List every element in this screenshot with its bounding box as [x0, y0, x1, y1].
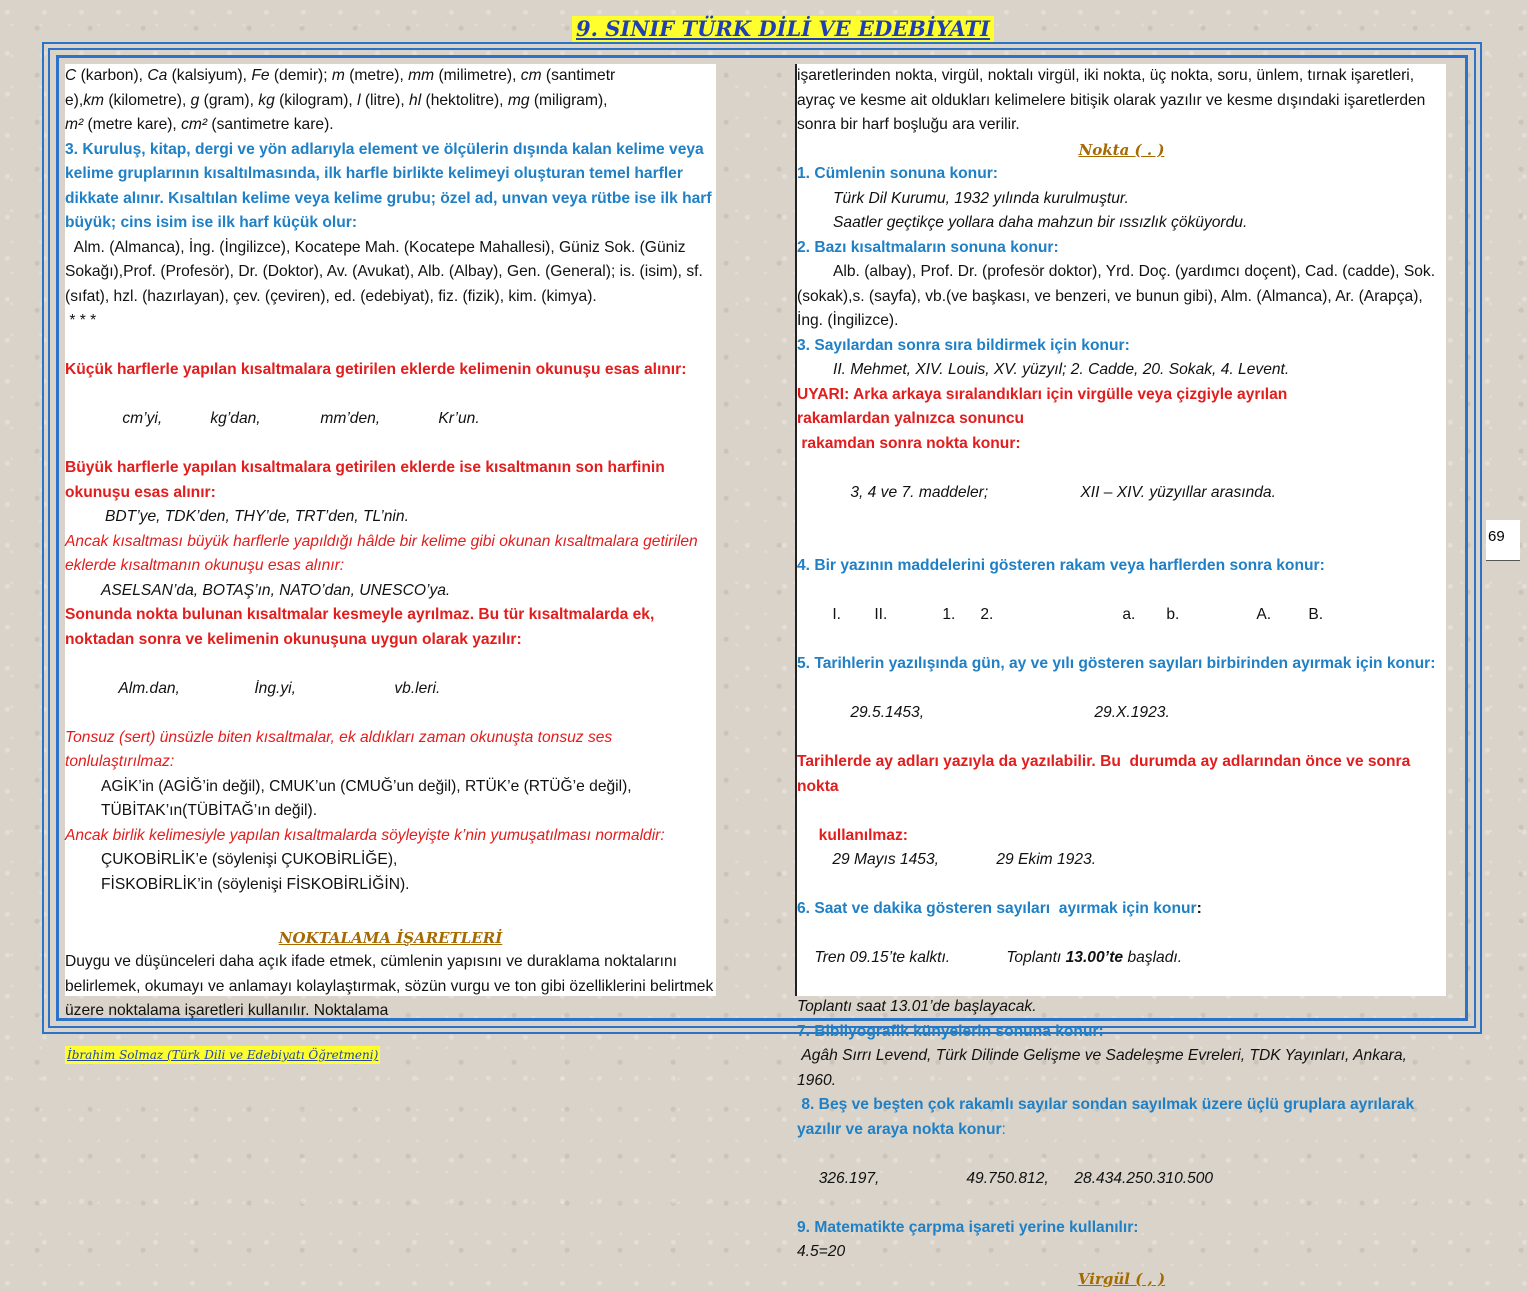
spacer	[797, 530, 1446, 555]
rule-3-examples: Alm. (Almanca), İng. (İngilizce), Kocatepe Mah. (Kocatepe Mahallesi), Güniz Sok. (Güniz Sokağı),Prof. (Profesör), Dr. (Doktor), Av. (Avukat), Alb. (Albay), Gen. (General); is. (isim), sf. (sıfat), hzl. (hazırlayan), çev. (çeviren), ed. (edebiyat), fiz. (fizik), kim. (kimya).	[65, 236, 716, 310]
voiceless-examples: AGİK’in (AGİĞ’in değil), CMUK’un (CMUĞ’un değil), RTÜK’e (RTÜĞ’e değil), TÜBİTAK’ın(TÜBİTAĞ’ın değil).	[65, 775, 716, 824]
rule-3: 3. Sayılardan sonra sıra bildirmek için konur:	[797, 334, 1446, 359]
rule-9-example: 4.5=20	[797, 1240, 1446, 1265]
separator-stars: * * *	[65, 309, 716, 334]
birlik-example-2: FİSKOBİRLİK’in (söylenişi FİSKOBİRLİĞİN).	[65, 873, 716, 898]
noktalama-intro: Duygu ve düşünceleri daha açık ifade etmek, cümlenin yapısını ve duraklama noktalarını belirlemek, okumayı ve anlamayı kolaylaştırmak, sözün vurgu ve ton gibi özelliklerini belirtmek üzere noktalama işaretleri kullanılır. Noktalama	[65, 950, 716, 1024]
noktalama-intro-cont: işaretlerinden nokta, virgül, noktalı virgül, iki nokta, üç nokta, soru, ünlem, tırnak işaretleri, ayraç ve kesme ait oldukları kelimelere bitişik olarak yazılır ve kesme dışındaki işaretlerden sonra bir harf boşluğu ara verilir.	[797, 64, 1446, 138]
rule-3: 3. Kuruluş, kitap, dergi ve yön adlarıyla element ve ölçülerin dışında kalan kelime veya kelime gruplarının kısaltılmasında, ilk harfle birlikte kelimeyi oluşturan temel harfler dikkate alınır. Kısaltılan kelime veya kelime grubu; özel ad, unvan veya rütbe ise ilk harf büyük; cins isim ise ilk harf küçük olur:	[65, 138, 716, 236]
birlik-example-1: ÇUKOBİRLİK’e (söylenişi ÇUKOBİRLİĞE),	[65, 848, 716, 873]
footer-author: İbrahim Solmaz (Türk Dili ve Edebiyatı Öğretmeni)	[65, 1046, 380, 1064]
left-column	[65, 64, 716, 996]
rule-6-example-2: Toplantı saat 13.01’de başlayacak.	[797, 995, 1446, 1020]
rule-2: 2. Bazı kısaltmaların sonuna konur:	[797, 236, 1446, 261]
warning: UYARI: Arka arkaya sıralandıkları için virgülle veya çizgiyle ayrılan rakamlardan yalnızca sonuncu	[797, 383, 1357, 432]
page-title: 9. SINIF TÜRK DİLİ VE EDEBİYATI	[572, 16, 994, 42]
rule-1-example-2: Saatler geçtikçe yollara daha mahzun bir ıssızlık çöküyordu.	[797, 211, 1446, 236]
section-title-noktalama: NOKTALAMA İŞARETLERİ	[65, 926, 716, 951]
dot-abbrev-rule: Sonunda nokta bulunan kısaltmalar kesmeyle ayrılmaz. Bu tür kısaltmalarda ek, noktadan sonra ve kelimenin okunuşuna uygun olarak yazılır:	[65, 603, 716, 652]
rule-7: 7. Bibliyografik künyelerin sonuna konur:	[797, 1020, 1446, 1045]
rule-7-example: Agâh Sırrı Levend, Türk Dilinde Gelişme ve Sadeleşme Evreleri, TDK Yayınları, Ankara, 1960.	[797, 1044, 1446, 1093]
birlik-rule: Ancak birlik kelimesiyle yapılan kısaltmalarda söyleyişte k’nin yumuşatılması normaldir:	[65, 824, 716, 849]
acronym-rule: Ancak kısaltması büyük harflerle yapıldığı hâlde bir kelime gibi okunan kısaltmalara getirilen eklerde kısaltmanın okunuşu esas alınır:	[65, 530, 716, 579]
acronym-examples: ASELSAN’da, BOTAŞ’ın, NATO’dan, UNESCO’ya.	[65, 579, 716, 604]
rule-6-example-1: Tren 09.15’te kalktı. Toplantı 13.00’te başladı.	[797, 922, 1446, 996]
small-letter-examples: cm’yi, kg’dan, mm’den, Kr’un.	[65, 383, 716, 457]
capital-letter-rule: Büyük harflerle yapılan kısaltmalara getirilen eklerde ise kısaltmanın son harfinin okunuşu esas alınır:	[65, 456, 716, 505]
rule-1-example-1: Türk Dil Kurumu, 1932 yılında kurulmuştur.	[797, 187, 1446, 212]
rule-8: 8. Beş ve beşten çok rakamlı sayılar sondan sayılmak üzere üçlü gruplara ayrılarak yazılır ve araya nokta konur:	[797, 1093, 1446, 1142]
months-rule: Tarihlerde ay adları yazıyla da yazılabilir. Bu durumda ay adlarından önce ve sonra nokta	[797, 750, 1446, 799]
rule-5: 5. Tarihlerin yazılışında gün, ay ve yılı gösteren sayıları birbirinden ayırmak için konur:	[797, 652, 1446, 677]
rule-3-examples: II. Mehmet, XIV. Louis, XV. yüzyıl; 2. Cadde, 20. Sokak, 4. Levent.	[797, 358, 1446, 383]
dot-abbrev-examples: Alm.dan, İng.yi, vb.leri.	[65, 652, 716, 726]
rule-5-examples: 29.5.1453, 29.X.1923.	[797, 677, 1446, 751]
spacer	[65, 897, 716, 922]
warning-examples: 3, 4 ve 7. maddeler; XII – XIV. yüzyıllar arasında.	[797, 456, 1446, 530]
voiceless-rule: Tonsuz (sert) ünsüzle biten kısaltmalar, ek aldıkları zaman okunuşta tonsuz ses tonlulaştırılmaz:	[65, 726, 716, 775]
rule-2-examples: Alb. (albay), Prof. Dr. (profesör doktor), Yrd. Doç. (yardımcı doçent), Cad. (cadde), Sok. (sokak),s. (sayfa), vb.(ve başkası, ve benzeri, ve bunun gibi), Alm. (Almanca), Ar. (Arapça), İng. (İngilizce).	[797, 260, 1446, 334]
element-abbrev-line-1: C (karbon), Ca (kalsiyum), Fe (demir); m (metre), mm (milimetre), cm (santimetr	[65, 64, 716, 89]
capital-letter-examples: BDT’ye, TDK’den, THY’de, TRT’den, TL’nin.	[65, 505, 716, 530]
rule-9: 9. Matematikte çarpma işareti yerine kullanılır:	[797, 1216, 1446, 1241]
element-abbrev-line-2b: e),km (kilometre), g (gram), kg (kilogram), l (litre), hl (hektolitre), mg (miligram),	[65, 89, 716, 114]
section-title-virgul: Virgül ( , )	[797, 1267, 1446, 1291]
rule-8-examples: 326.197, 49.750.812, 28.434.250.310.500	[797, 1142, 1446, 1216]
rule-6: 6. Saat ve dakika gösteren sayıları ayırmak için konur:	[797, 897, 1446, 922]
page-number: 69	[1486, 520, 1520, 561]
element-abbrev-line-3: m² (metre kare), cm² (santimetre kare).	[65, 113, 716, 138]
rule-4: 4. Bir yazının maddelerini gösteren rakam veya harflerden sonra konur:	[797, 554, 1446, 579]
right-column	[795, 64, 1446, 996]
rule-1: 1. Cümlenin sonuna konur:	[797, 162, 1446, 187]
warning-2: rakamdan sonra nokta konur:	[797, 432, 1446, 457]
section-title-nokta: Nokta ( . )	[797, 138, 1446, 163]
small-letter-rule: Küçük harflerle yapılan kısaltmalara getirilen eklerde kelimenin okunuşu esas alınır:	[65, 358, 716, 383]
spacer	[65, 334, 716, 359]
rule-4-examples: I. II. 1. 2. a. b. A. B.	[797, 579, 1446, 653]
months-rule-2: kullanılmaz: 29 Mayıs 1453, 29 Ekim 1923.	[797, 799, 1446, 897]
